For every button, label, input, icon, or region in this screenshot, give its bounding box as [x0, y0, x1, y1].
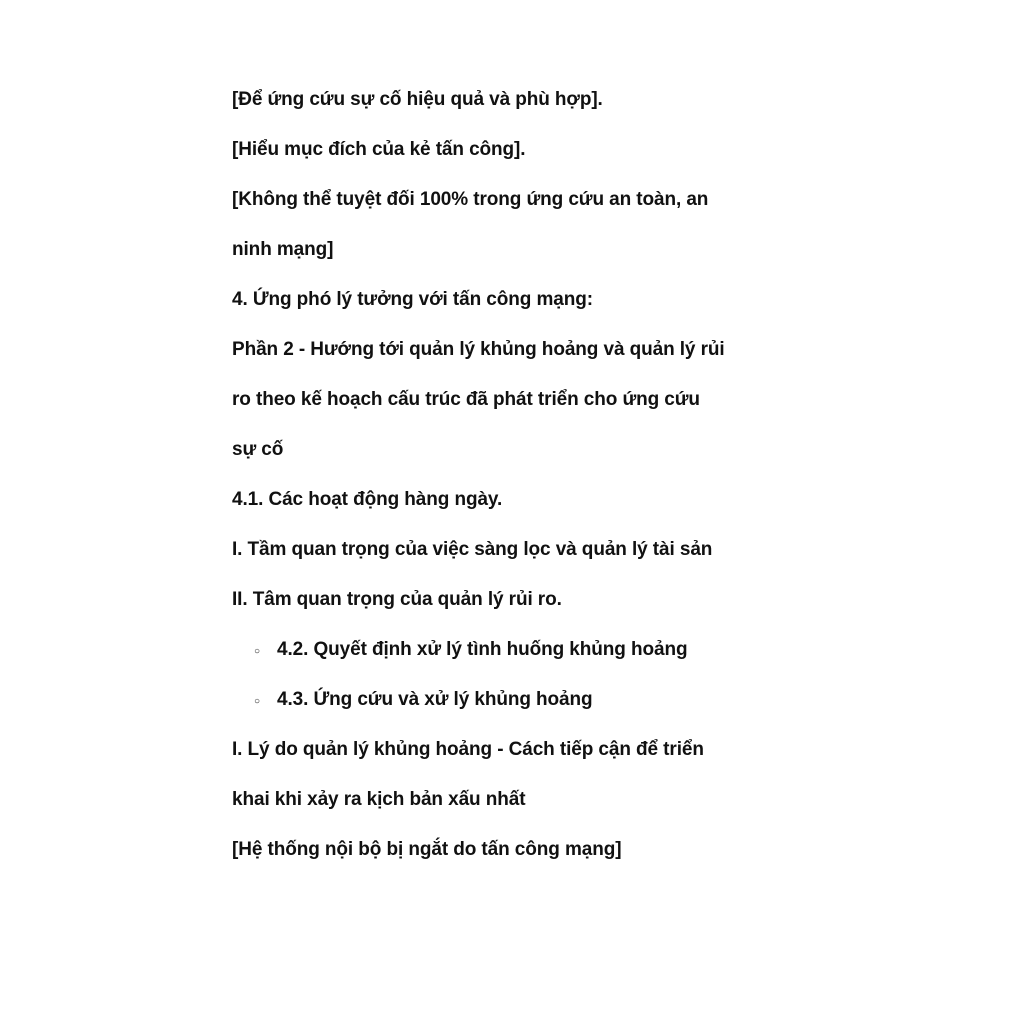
text-line: II. Tâm quan trọng của quản lý rủi ro. — [232, 589, 562, 610]
list-item — [232, 675, 802, 725]
text-line: khai khi xảy ra kịch bản xấu nhất — [232, 789, 526, 810]
text-line: sự cố — [232, 439, 284, 460]
list-item-label: 4.2. Quyết định xử lý tình huống khủng hoảng — [277, 639, 688, 660]
document-body — [232, 75, 802, 875]
text-line: I. Tầm quan trọng của việc sàng lọc và quản lý tài sản — [232, 539, 713, 560]
text-line: [Hệ thống nội bộ bị ngắt do tấn công mạng] — [232, 839, 622, 860]
text-line: ro theo kế hoạch cấu trúc đã phát triển cho ứng cứu — [232, 389, 700, 410]
list-item-label: 4.3. Ứng cứu và xử lý khủng hoảng — [277, 689, 593, 710]
list-item — [232, 625, 802, 675]
text-line: I. Lý do quản lý khủng hoảng - Cách tiếp cận để triển — [232, 739, 704, 760]
text-line: [Hiểu mục đích của kẻ tấn công]. — [232, 139, 526, 160]
text-line: [Không thể tuyệt đối 100% trong ứng cứu an toàn, an — [232, 189, 709, 210]
section-heading: 4. Ứng phó lý tưởng với tấn công mạng: — [232, 289, 593, 310]
circle-bullet-icon: ○ — [254, 646, 260, 657]
circle-bullet-icon: ○ — [254, 696, 260, 707]
text-line: Phần 2 - Hướng tới quản lý khủng hoảng và quản lý rủi — [232, 339, 725, 360]
text-line: [Để ứng cứu sự cố hiệu quả và phù hợp]. — [232, 89, 603, 110]
text-line: ninh mạng] — [232, 239, 334, 260]
subsection-heading: 4.1. Các hoạt động hàng ngày. — [232, 489, 503, 510]
